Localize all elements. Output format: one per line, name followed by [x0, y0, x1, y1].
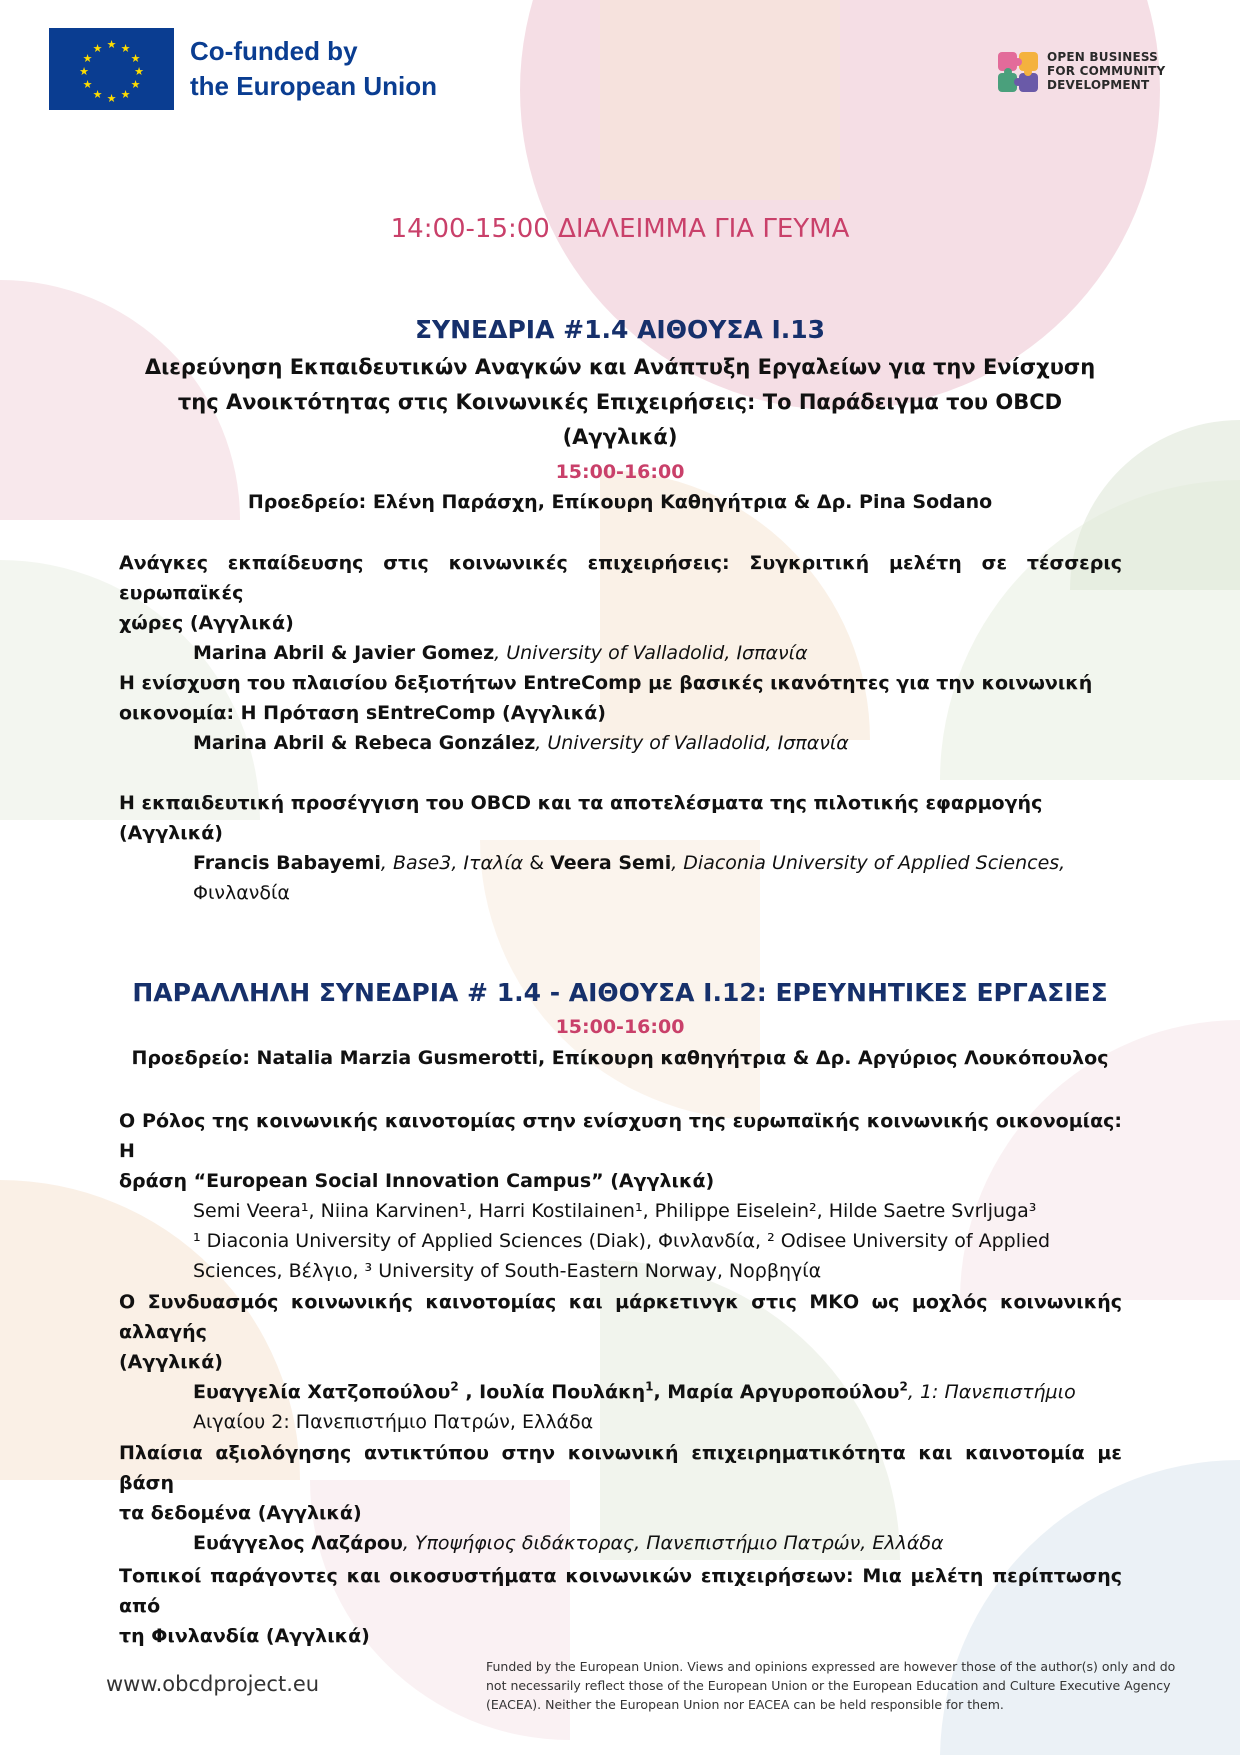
author-names: Marina Abril & Rebeca González — [193, 732, 536, 754]
obcd-label-line1: OPEN BUSINESS — [1047, 50, 1158, 64]
paper-authors — [119, 1528, 1122, 1558]
paper-title-line2: (Αγγλικά) — [119, 822, 223, 844]
paper-authors — [119, 1377, 1122, 1407]
author-affiliation-line2: Sciences, Βέλγιο, ³ University of South-Eastern Norway, Νορβηγία — [193, 1260, 822, 1282]
paper-title-line2: χώρες (Αγγλικά) — [119, 612, 294, 634]
puzzle-logo-icon — [996, 50, 1040, 94]
author-name-1: Francis Babayemi — [193, 852, 381, 874]
paper-authors — [119, 848, 1122, 878]
svg-text:★: ★ — [130, 78, 141, 91]
footer-website: www.obcdproject.eu — [106, 1672, 320, 1696]
svg-text:★: ★ — [134, 65, 144, 78]
session1-title: ΣΥΝΕΔΡΙΑ #1.4 ΑΙΘΟΥΣΑ Ι.13 — [414, 315, 826, 344]
author-names: Marina Abril & Javier Gomez — [193, 642, 495, 664]
session1-subtitle-line2: της Ανοικτότητας στις Κοινωνικές Επιχειρήσεις: Το Παράδειγμα του OBCD — [177, 390, 1063, 414]
paper-title-line1: Ο Ρόλος της κοινωνικής καινοτομίας στην ενίσχυση της ευρωπαϊκής κοινωνικής οικονομίας: Η — [119, 1110, 1122, 1162]
svg-text:★: ★ — [82, 78, 93, 91]
session1-paper-2 — [119, 668, 1122, 758]
author-affiliation: , 1: Πανεπιστήμιο — [907, 1381, 1076, 1403]
session1-chair: Προεδρείο: Ελένη Παράσχη, Επίκουρη Καθηγήτρια & Δρ. Pina Sodano — [247, 491, 993, 513]
author-affiliation-cont: Αιγαίου 2: Πανεπιστήμιο Πατρών, Ελλάδα — [193, 1411, 594, 1433]
footer-disclaimer — [486, 1657, 1186, 1714]
disclaimer-line1: Funded by the European Union. Views and opinions expressed are however those of the author(s) only and do — [486, 1659, 1176, 1674]
session2-paper-1 — [119, 1106, 1122, 1286]
author-affiliation-line1: ¹ Diaconia University of Applied Sciences (Diak), Φινλανδία, ² Odisee University of Applied — [193, 1230, 1051, 1252]
author-affiliation-2: , Diaconia University of Applied Sciences, — [671, 852, 1066, 874]
paper-title-line1: Ο Συνδυασμός κοινωνικής καινοτομίας και μάρκετινγκ στις ΜΚΟ ως μοχλός κοινωνικής αλλαγής — [119, 1291, 1122, 1343]
svg-text:★: ★ — [120, 42, 131, 55]
paper-title-line2: οικονομία: Η Πρόταση sEntreComp (Αγγλικά) — [119, 702, 606, 724]
svg-text:★: ★ — [130, 52, 141, 65]
disclaimer-line2: not necessarily reflect those of the European Union or the European Education and Culture Executive Agency — [486, 1678, 1171, 1693]
author-name-2: , Ιουλία Πουλάκη — [458, 1381, 646, 1403]
author-sup-1: 2 — [450, 1379, 459, 1394]
svg-text:★: ★ — [82, 52, 93, 65]
paper-title-line1: Πλαίσια αξιολόγησης αντικτύπου στην κοινωνική επιχειρηματικότητα και καινοτομία με βάση — [119, 1442, 1122, 1494]
paper-title-line1: Ανάγκες εκπαίδευσης στις κοινωνικές επιχειρήσεις: Συγκριτική μελέτη σε τέσσερις ευρωπαϊκές — [119, 552, 1122, 604]
svg-text:★: ★ — [92, 88, 103, 101]
session1-time: 15:00-16:00 — [555, 461, 685, 483]
paper-title-line1: Η ενίσχυση του πλαισίου δεξιοτήτων EntreComp με βασικές ικανότητες για την κοινωνική — [119, 672, 1093, 694]
session1-subtitle-line3: (Αγγλικά) — [562, 425, 678, 449]
paper-title-line1: Τοπικοί παράγοντες και οικοσυστήματα κοινωνικών επιχειρήσεων: Μια μελέτη περίπτωσης από — [119, 1565, 1122, 1617]
obcd-label-line2: FOR COMMUNITY — [1047, 64, 1166, 78]
author-affiliation-2-cont: Φινλανδία — [193, 882, 290, 904]
paper-title-line1: Η εκπαιδευτική προσέγγιση του OBCD και τα αποτελέσματα της πιλοτικής εφαρμογής — [119, 792, 1043, 814]
paper-title-line2: (Αγγλικά) — [119, 1351, 223, 1373]
session2-time: 15:00-16:00 — [555, 1016, 685, 1038]
author-affiliation: , University of Valladolid, Ισπανία — [535, 732, 849, 754]
eu-label-line1: Co-funded by — [190, 36, 358, 66]
author-affiliation: , Υποψήφιος διδάκτορας, Πανεπιστήμιο Πατρών, Ελλάδα — [402, 1532, 944, 1554]
session2-paper-4 — [119, 1561, 1122, 1651]
eu-label-line2: the European Union — [190, 71, 437, 101]
author-sup-3: 2 — [899, 1379, 908, 1394]
svg-text:★: ★ — [92, 42, 103, 55]
obcd-brand-label — [1047, 50, 1165, 92]
bg-shape-peach-top — [600, 0, 840, 200]
author-sup-2: 1 — [645, 1379, 654, 1394]
session2-paper-2 — [119, 1287, 1122, 1437]
session2-title: ΠΑΡΑΛΛΗΛΗ ΣΥΝΕΔΡΙΑ # 1.4 - ΑΙΘΟΥΣΑ Ι.12: ΕΡΕΥΝΗΤΙΚΕΣ ΕΡΓΑΣΙΕΣ — [132, 978, 1108, 1007]
session1-paper-1 — [119, 548, 1122, 668]
author-affiliation: , University of Valladolid, Ισπανία — [494, 642, 808, 664]
paper-title-line2: τη Φινλανδία (Αγγλικά) — [119, 1625, 370, 1647]
session2-chair: Προεδρείο: Natalia Marzia Gusmerotti, Επίκουρη καθηγήτρια & Δρ. Αργύριος Λουκόπουλος — [131, 1047, 1109, 1069]
author-affiliation-1: , Base3, Ιταλία — [380, 852, 530, 874]
eu-cofunded-label — [190, 34, 437, 104]
svg-text:★: ★ — [106, 38, 117, 51]
author-name-3: , Μαρία Αργυροπούλου — [653, 1381, 900, 1403]
svg-text:★: ★ — [106, 92, 117, 105]
svg-text:★: ★ — [120, 88, 131, 101]
session1-subtitle-line1: Διερεύνηση Εκπαιδευτικών Αναγκών και Ανάπτυξη Εργαλείων για την Ενίσχυση — [144, 355, 1096, 379]
paper-authors — [119, 728, 1122, 758]
obcd-label-line3: DEVELOPMENT — [1047, 78, 1150, 92]
svg-text:★: ★ — [79, 65, 89, 78]
session1-paper-3 — [119, 788, 1122, 908]
session2-paper-3 — [119, 1438, 1122, 1558]
author-name-2: Veera Semi — [550, 852, 672, 874]
paper-authors — [119, 638, 1122, 668]
paper-title-line2: δράση “European Social Innovation Campus” (Αγγλικά) — [119, 1170, 715, 1192]
paper-authors: Semi Veera¹, Niina Karvinen¹, Harri Kostilainen¹, Philippe Eiselein², Hilde Saetre Svrljuga³ — [193, 1200, 1037, 1222]
disclaimer-line3: (EACEA). Neither the European Union nor EACEA can be held responsible for them. — [486, 1697, 1004, 1712]
eu-flag-icon — [49, 28, 174, 110]
author-separator: & — [529, 852, 551, 874]
lunch-break-title: 14:00-15:00 ΔΙΑΛΕΙΜΜΑ ΓΙΑ ΓΕΥΜΑ — [390, 214, 850, 244]
author-names: Ευάγγελος Λαζάρου — [193, 1532, 403, 1554]
paper-title-line2: τα δεδομένα (Αγγλικά) — [119, 1502, 362, 1524]
author-name-1: Ευαγγελία Χατζοπούλου — [193, 1381, 451, 1403]
